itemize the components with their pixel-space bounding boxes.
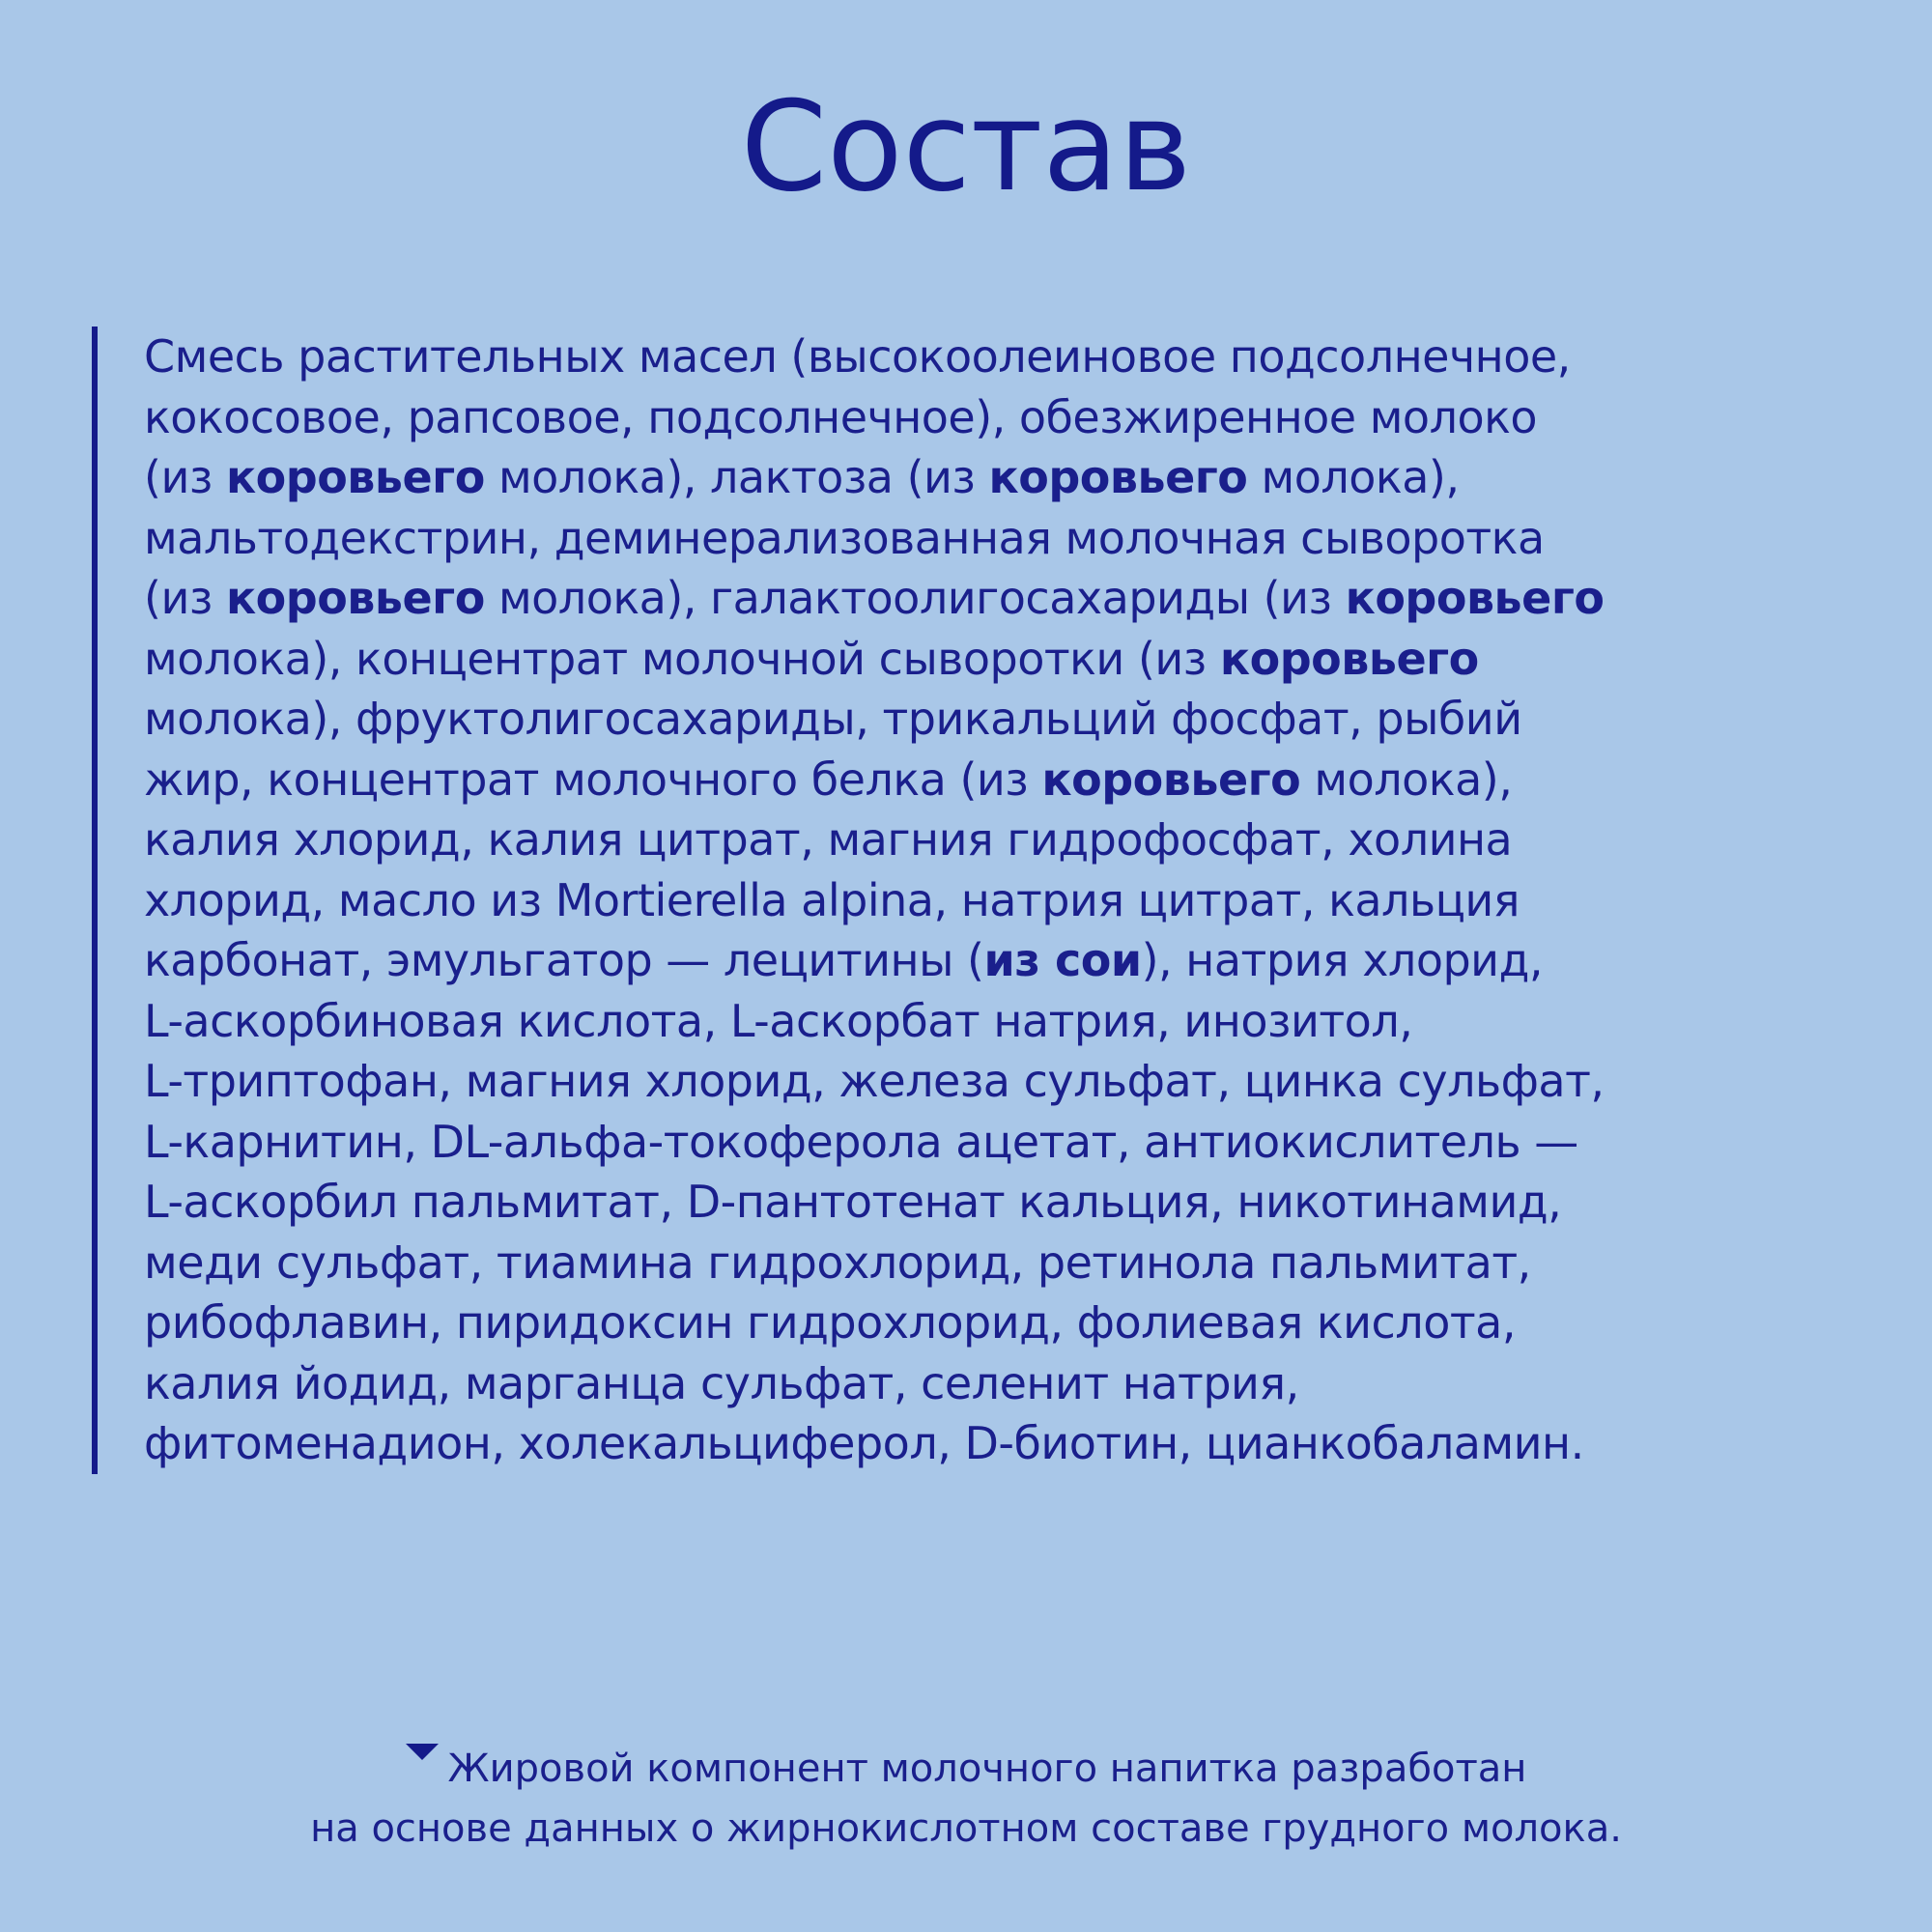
ingredient-text: кокосовое, рапсовое, подсолнечное), обезжиренное молоко: [144, 390, 1538, 443]
triangle-down-icon: [406, 1744, 439, 1760]
allergen-highlight: из сои: [983, 934, 1142, 986]
ingredient-text: L-триптофан, магния хлорид, железа сульфат, цинка сульфат,: [144, 1055, 1605, 1107]
composition-line: [144, 629, 1908, 690]
composition-text: [144, 327, 1908, 1474]
ingredient-text: жир, концентрат молочного белка (из: [144, 753, 1042, 806]
ingredient-text: (из: [144, 451, 226, 503]
allergen-highlight: коровьего: [225, 572, 485, 624]
ingredient-text: молока), галактоолигосахариды (из: [484, 572, 1346, 624]
ingredient-text: молока),: [1247, 451, 1460, 503]
ingredient-text: молока), лактоза (из: [484, 451, 989, 503]
composition-line: [144, 1293, 1908, 1353]
ingredient-text: ), натрия хлорид,: [1141, 934, 1543, 986]
footnote-line-1: [0, 1739, 1932, 1799]
ingredient-text: L-карнитин, DL-альфа-токоферола ацетат, антиокислитель —: [144, 1115, 1578, 1168]
composition-line: [144, 1112, 1908, 1173]
ingredient-text: меди сульфат, тиамина гидрохлорид, ретинола пальмитат,: [144, 1236, 1531, 1289]
ingredient-text: рибофлавин, пиридоксин гидрохлорид, фолиевая кислота,: [144, 1296, 1516, 1349]
footnote-line-2: на основе данных о жирнокислотном составе грудного молока.: [310, 1806, 1622, 1851]
allergen-highlight: коровьего: [1219, 632, 1479, 685]
ingredient-text: Смесь растительных масел (высокоолеиновое подсолнечное,: [144, 330, 1571, 383]
ingredient-text: хлорид, масло из Mortierella alpina, натрия цитрат, кальция: [144, 873, 1520, 926]
ingredient-text: L-аскорбиновая кислота, L-аскорбат натрия, инозитол,: [144, 994, 1413, 1047]
page-title: Состав: [740, 75, 1192, 219]
composition-line: [144, 568, 1908, 629]
composition-line: [144, 387, 1908, 448]
composition-line: [144, 870, 1908, 931]
composition-line: [144, 991, 1908, 1052]
composition-line: [144, 1233, 1908, 1293]
ingredient-text: молока), концентрат молочной сыворотки (из: [144, 632, 1220, 685]
composition-line: [144, 1413, 1908, 1474]
ingredient-text: мальтодекстрин, деминерализованная молочная сыворотка: [144, 511, 1545, 564]
allergen-highlight: коровьего: [1041, 753, 1301, 806]
composition-line: [144, 1051, 1908, 1112]
composition-line: [144, 689, 1908, 750]
ingredient-text: L-аскорбил пальмитат, D-пантотенат кальция, никотинамид,: [144, 1176, 1562, 1228]
composition-line: [144, 930, 1908, 991]
composition-line: [144, 508, 1908, 569]
allergen-highlight: коровьего: [1345, 572, 1605, 624]
ingredient-text: молока),: [1300, 753, 1513, 806]
ingredient-text: фитоменадион, холекальциферол, D-биотин, цианкобаламин.: [144, 1417, 1584, 1469]
ingredient-text: калия хлорид, калия цитрат, магния гидрофосфат, холина: [144, 813, 1513, 866]
ingredient-text: калия йодид, марганца сульфат, селенит натрия,: [144, 1356, 1299, 1409]
composition-line: [144, 1353, 1908, 1414]
composition-line: [144, 1172, 1908, 1233]
ingredient-text: (из: [144, 572, 226, 624]
composition-line: [144, 447, 1908, 508]
allergen-highlight: коровьего: [988, 451, 1248, 503]
composition-line: [144, 750, 1908, 810]
footnote: [0, 1739, 1932, 1859]
allergen-highlight: коровьего: [225, 451, 485, 503]
composition-line: [144, 810, 1908, 870]
ingredient-text: молока), фруктолигосахариды, трикальций фосфат, рыбий: [144, 693, 1522, 745]
composition-line: [144, 327, 1908, 387]
composition-block: [92, 327, 1908, 1474]
footnote-text-1: Жировой компонент молочного напитка разработан: [447, 1747, 1527, 1791]
ingredient-text: карбонат, эмульгатор — лецитины (: [144, 934, 984, 986]
